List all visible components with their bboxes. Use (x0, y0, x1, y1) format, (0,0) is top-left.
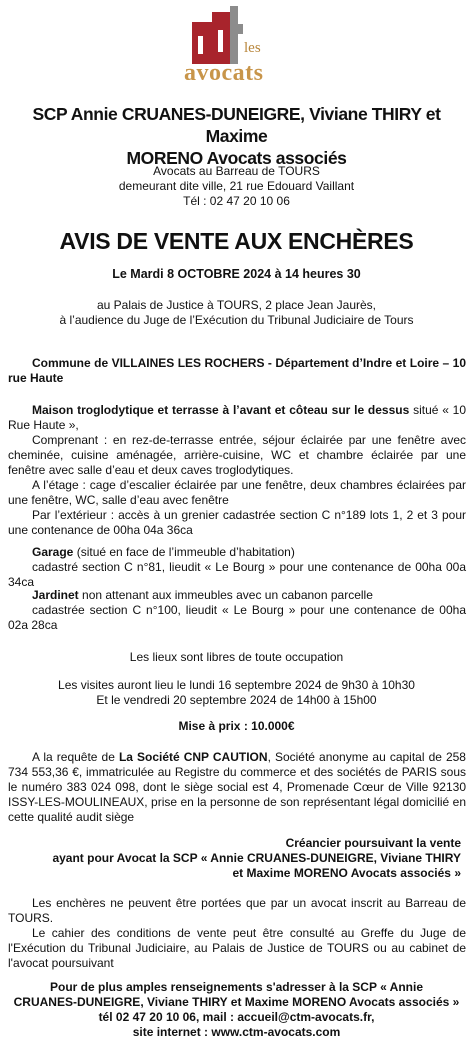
starting-price: Mise à prix : 10.000€ (178, 719, 295, 733)
garage-location: (situé en face de l’immeuble d’habitation) (73, 545, 295, 559)
house-ground-floor: Comprenant : en rez-de-terrasse entrée, séjour éclairée par une fenêtre avec cheminée, cuisine aménagée, arrière-cuisine, WC et chambre éclairée par une fenêtre avec salle d’eau et deux caves troglodytiques. (8, 433, 466, 477)
firm-name-line: MORENO Avocats associés (126, 148, 347, 168)
house-upper-floor: A l’étage : cage d’escalier éclairée par une fenêtre, deux chambres éclairées par une fenêtre, WC, salle d’eau avec fenêtre (8, 478, 466, 507)
conditions-text: Le cahier des conditions de vente peut être consulté au Greffe du Juge de l'Exécution du Tribunal Judiciaire, au Palais de Justice de TOURS ou au cabinet de l'avocat poursuivant (8, 926, 466, 970)
lot-garage (8, 545, 466, 590)
petitioner-prefix: A la requête de (32, 750, 119, 764)
petitioner-details: , Société anonyme au capital de 258 734 553,36 €, immatriculée au Registre du commerce et des sociétés de PARIS sous le numéro 383 024 098, dont le siège social est 4, Promenade Cœur de Ville 92130 ISSY-LES-MOULINEAUX, prise en la personne de son représentant légal domicilié en cette qualité audit siège (8, 750, 466, 824)
garage-title: Garage (32, 545, 74, 559)
firm-name-line: SCP Annie CRUANES-DUNEIGRE, Viviane THIRY et Maxime (32, 104, 441, 146)
address-line: Avocats au Barreau de TOURS (153, 164, 320, 178)
creditor-line: ayant pour Avocat la SCP « Annie CRUANES-DUNEIGRE, Viviane THIRY (52, 851, 461, 865)
visit-schedule (0, 678, 473, 708)
venue-line: à l’audience du Juge de l’Exécution du Tribunal Judiciaire de Tours (59, 313, 414, 327)
petitioner-company: La Société CNP CAUTION (118, 750, 268, 764)
house-heading (8, 403, 466, 433)
garage-heading (8, 545, 466, 560)
venue-line: au Palais de Justice à TOURS, 2 place Jean Jaurès, (96, 298, 377, 312)
house-title: Maison troglodytique et terrasse à l’avant et côteau sur le dessus (32, 403, 410, 417)
commune-heading (8, 356, 466, 386)
contact-line: site internet : www.ctm-avocats.com (132, 1025, 341, 1039)
bidding-rules (8, 896, 466, 971)
petitioner-text (8, 750, 466, 825)
house-address: situé « 10 Rue Haute », (8, 403, 466, 432)
petitioner-paragraph (8, 750, 466, 825)
bidding-rule-text: Les enchères ne peuvent être portées que par un avocat inscrit au Barreau de TOURS. (8, 896, 466, 925)
logo-grey-block (238, 24, 243, 34)
firm-address (0, 164, 473, 209)
garage-cadastre: cadastré section C n°81, lieudit « Le Bourg » pour une contenance de 00ha 00a 34ca (8, 560, 466, 589)
jardinet-cadastre: cadastrée section C n°100, lieudit « Le Bourg » pour une contenance de 00ha 02a 28ca (8, 603, 466, 632)
lot-jardinet (8, 588, 466, 633)
creditor-block (52, 836, 461, 881)
logo-text-avocats: avocats (184, 60, 264, 86)
contact-line: tél 02 47 20 10 06, mail : accueil@ctm-avocats.fr, (98, 1010, 375, 1024)
jardinet-heading (8, 588, 466, 603)
logo-window (198, 36, 203, 54)
logo-grey-block (230, 6, 238, 64)
logo-text-les: les (244, 40, 261, 56)
auction-date: Le Mardi 8 OCTOBRE 2024 à 14 heures 30 (112, 267, 361, 281)
logo-window (218, 30, 223, 52)
house-exterior: Par l’extérieur : accès à un grenier cadastrée section C n°189 lots 1, 2 et 3 pour une contenance de 00ha 04a 36ca (8, 508, 466, 537)
creditor-line: Créancier poursuivant la vente (285, 836, 461, 850)
address-line: demeurant dite ville, 21 rue Edouard Vaillant (118, 179, 355, 193)
jardinet-description: non attenant aux immeubles avec un cabanon parcelle (78, 588, 373, 602)
notice-title: AVIS DE VENTE AUX ENCHÈRES (59, 228, 414, 254)
firm-name (0, 103, 473, 169)
auction-venue (0, 298, 473, 328)
visit-line: Les visites auront lieu le lundi 16 septembre 2024 de 9h30 à 10h30 (58, 678, 415, 692)
contact-info (0, 980, 473, 1040)
phone-line: Tél : 02 47 20 10 06 (183, 194, 290, 208)
jardinet-title: Jardinet (32, 588, 79, 602)
contact-line: CRUANES-DUNEIGRE, Viviane THIRY et Maxime MORENO Avocats associés » (13, 995, 460, 1009)
creditor-line: et Maxime MORENO Avocats associés » (232, 866, 461, 880)
visit-line: Et le vendredi 20 septembre 2024 de 14h00 à 15h00 (96, 693, 377, 707)
contact-line: Pour de plus amples renseignements s'adresser à la SCP « Annie (49, 980, 423, 994)
lot-house (8, 403, 466, 538)
commune-text: Commune de VILLAINES LES ROCHERS - Département d’Indre et Loire – 10 rue Haute (8, 356, 466, 385)
occupancy-status: Les lieux sont libres de toute occupation (129, 650, 344, 664)
